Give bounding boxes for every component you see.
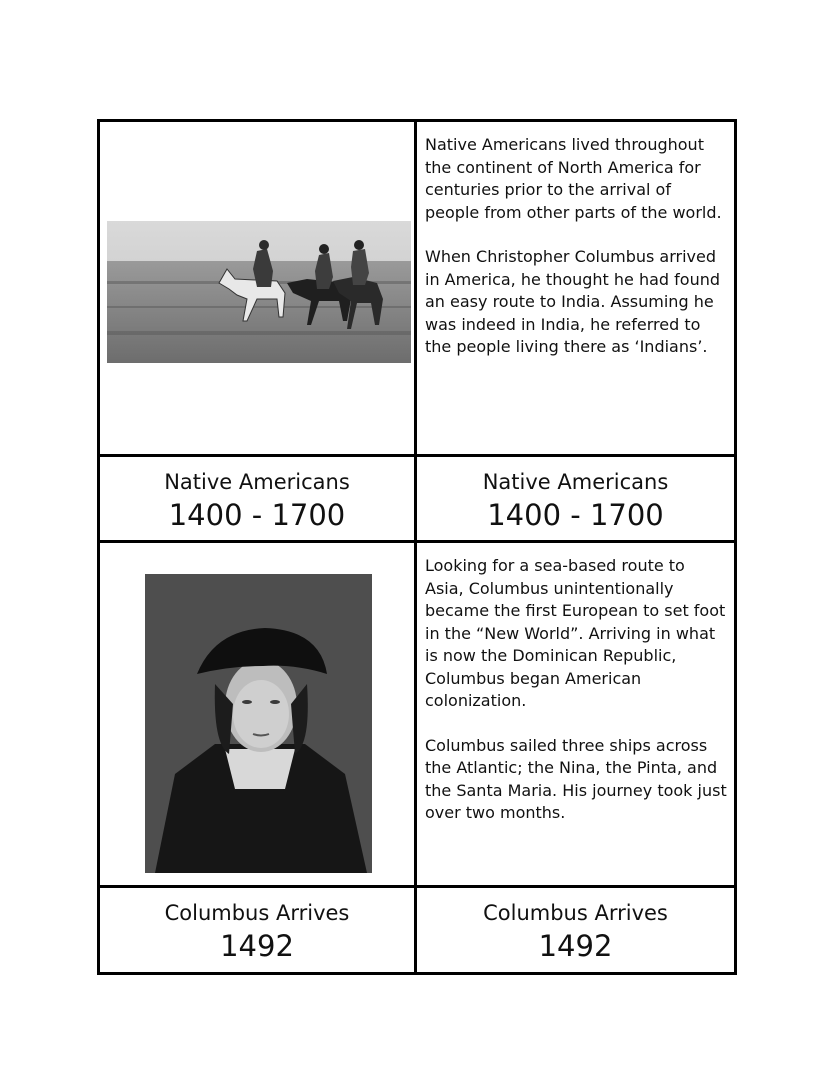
picture-card-columbus <box>97 540 417 888</box>
label-title: Columbus Arrives <box>164 901 350 925</box>
label-row-columbus <box>97 885 737 975</box>
label-year: 1400 - 1700 <box>487 498 664 532</box>
label-year: 1492 <box>220 929 294 963</box>
card-paragraph: When Christopher Columbus arrived in America, he thought he had found an easy route to India. Assuming he was indeed in India, he referred to the people living there as ‘Indians’. <box>425 247 721 356</box>
card-row-columbus <box>97 540 737 888</box>
card-paragraph: Native Americans lived throughout the continent of North America for centuries prior to the arrival of people from other parts of the world. <box>425 135 722 222</box>
label-title: Columbus Arrives <box>483 901 668 925</box>
card-row-native-americans <box>97 119 737 457</box>
text-card-native-americans <box>414 119 737 457</box>
label-card-left <box>97 885 417 975</box>
card-sheet <box>97 119 737 975</box>
label-year: 1400 - 1700 <box>168 498 346 532</box>
label-title: Native Americans <box>164 470 350 494</box>
picture-card-native-americans <box>97 119 417 457</box>
label-card-right <box>414 454 737 543</box>
label-card-right <box>414 885 737 975</box>
columbus-portrait-photo <box>145 574 372 873</box>
card-paragraph: Looking for a sea-based route to Asia, Columbus unintentionally became the first European to set foot in the “New World”. Arriving in what is now the Dominican Republic, Columbus began American colonization. <box>425 556 726 710</box>
label-year: 1492 <box>538 929 613 963</box>
native-americans-photo <box>107 221 411 363</box>
card-paragraph: Columbus sailed three ships across the Atlantic; the Nina, the Pinta, and the Santa Maria. His journey took just over two months. <box>425 735 727 822</box>
label-card-left <box>97 454 417 543</box>
label-title: Native Americans <box>482 470 669 494</box>
label-row-native-americans <box>97 454 737 543</box>
text-card-columbus <box>414 540 737 888</box>
